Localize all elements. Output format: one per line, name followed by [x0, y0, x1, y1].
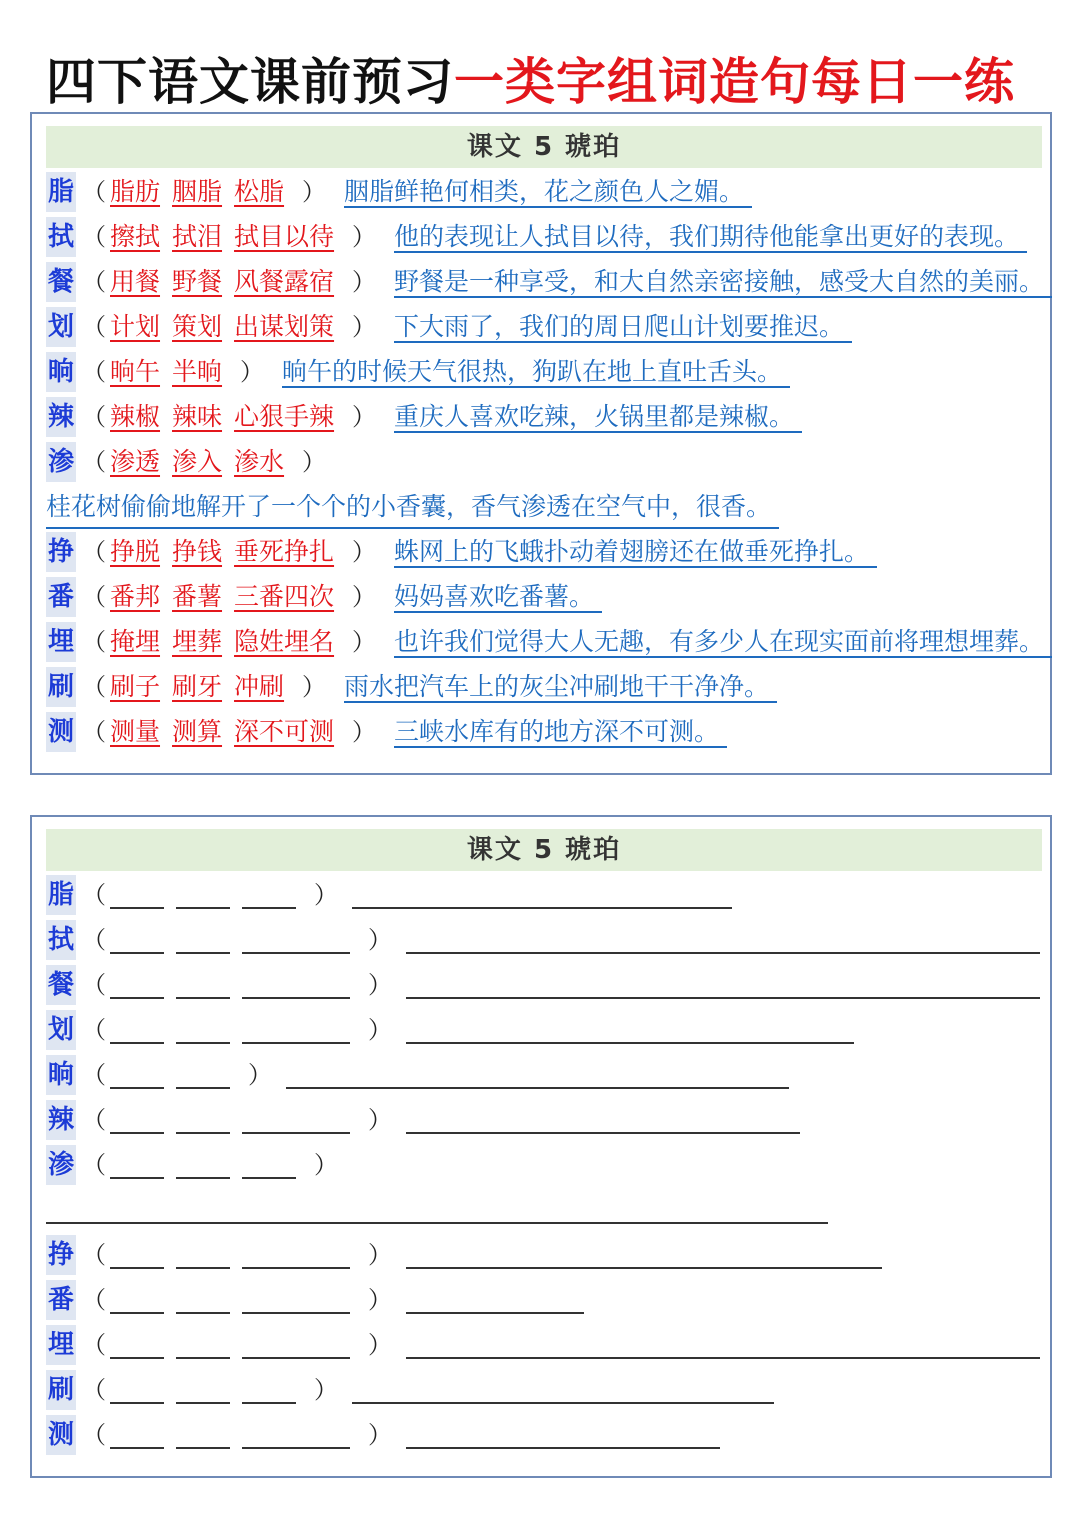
target-character: 埋: [46, 1325, 76, 1365]
example-sentence: 下大雨了，我们的周日爬山计划要推迟。: [394, 312, 852, 343]
word-blank[interactable]: [242, 1108, 350, 1134]
paren-close: ）: [368, 926, 392, 954]
target-character: 晌: [46, 1055, 76, 1095]
example-sentence: 雨水把汽车上的灰尘冲刷地干干净净。: [344, 672, 777, 703]
word-example: 渗透: [110, 447, 161, 476]
word-blank[interactable]: [110, 1153, 164, 1179]
word-blank[interactable]: [176, 973, 230, 999]
sentence-blank[interactable]: [406, 1312, 584, 1314]
paren-open: （: [82, 1241, 106, 1269]
word-blank[interactable]: [176, 1108, 230, 1134]
target-character: 番: [46, 1280, 76, 1320]
word-example: 番薯: [172, 582, 223, 611]
answer-row: [46, 397, 1046, 437]
word-example: 拭目以待: [234, 222, 335, 251]
word-example: 心狠手辣: [234, 402, 335, 431]
word-example: 拭泪: [172, 222, 223, 251]
word-example: 半晌: [172, 357, 223, 386]
paren-close: ）: [368, 1331, 392, 1359]
paren-open: （: [82, 628, 106, 656]
target-character: 划: [46, 1010, 76, 1050]
sentence-blank[interactable]: [352, 1402, 774, 1404]
word-blank[interactable]: [176, 1018, 230, 1044]
sentence-blank[interactable]: [406, 997, 1040, 999]
word-example: 胭脂: [172, 177, 223, 206]
target-character: 埋: [46, 622, 76, 662]
practice-row: [46, 965, 1046, 1005]
target-character: 渗: [46, 442, 76, 482]
sentence-blank[interactable]: [352, 907, 732, 909]
paren-open: （: [82, 1151, 106, 1179]
word-example: 番邦: [110, 582, 161, 611]
sentence-blank[interactable]: [406, 1267, 882, 1269]
word-blank[interactable]: [176, 883, 230, 909]
paren-close: ）: [302, 448, 327, 476]
target-character: 刷: [46, 1370, 76, 1410]
paren-close: ）: [302, 178, 327, 206]
title-part-2: 一类字组词造句每日一练: [454, 52, 1015, 111]
word-blank[interactable]: [110, 883, 164, 909]
word-blank[interactable]: [242, 1243, 350, 1269]
lesson-heading: 课文 5 琥珀: [46, 126, 1042, 168]
word-example: 刷牙: [172, 672, 223, 701]
practice-row: [46, 920, 1046, 960]
word-blank[interactable]: [110, 1063, 164, 1089]
word-blank[interactable]: [176, 1423, 230, 1449]
word-example: 策划: [172, 312, 223, 341]
practice-row: [46, 1370, 1046, 1410]
word-blank[interactable]: [110, 1108, 164, 1134]
sentence-blank[interactable]: [406, 1042, 854, 1044]
word-blank[interactable]: [176, 1378, 230, 1404]
example-sentence: 野餐是一种享受，和大自然亲密接触，感受大自然的美丽。: [394, 267, 1052, 298]
word-blank[interactable]: [242, 1378, 296, 1404]
word-example: 刷子: [110, 672, 161, 701]
paren-open: （: [82, 313, 106, 341]
paren-open: （: [82, 1061, 106, 1089]
paren-open: （: [82, 223, 106, 251]
word-example: 晌午: [110, 357, 161, 386]
example-sentence: 桂花树偷偷地解开了一个个的小香囊，香气渗透在空气中，很香。: [46, 487, 779, 529]
example-sentence: 三峡水库有的地方深不可测。: [394, 717, 727, 748]
paren-open: （: [82, 178, 106, 206]
word-blank[interactable]: [110, 1243, 164, 1269]
target-character: 划: [46, 307, 76, 347]
paren-close: ）: [302, 673, 327, 701]
target-character: 晌: [46, 352, 76, 392]
paren-close: ）: [368, 1016, 392, 1044]
paren-open: （: [82, 538, 106, 566]
target-character: 刷: [46, 667, 76, 707]
paren-close: ）: [314, 1151, 338, 1179]
paren-open: （: [82, 1016, 106, 1044]
word-blank[interactable]: [110, 928, 164, 954]
sentence-blank[interactable]: [286, 1087, 789, 1089]
target-character: 脂: [46, 875, 76, 915]
example-sentence: 妈妈喜欢吃番薯。: [394, 582, 602, 613]
target-character: 餐: [46, 965, 76, 1005]
paren-open: （: [82, 718, 106, 746]
word-example: 挣钱: [172, 537, 223, 566]
word-example: 渗入: [172, 447, 223, 476]
answer-row: [46, 172, 1046, 212]
word-example: 计划: [110, 312, 161, 341]
answer-panel: [30, 112, 1052, 775]
word-example: 测算: [172, 717, 223, 746]
word-blank[interactable]: [176, 1063, 230, 1089]
word-blank[interactable]: [242, 1018, 350, 1044]
word-blank[interactable]: [176, 928, 230, 954]
target-character: 挣: [46, 1235, 76, 1275]
word-example: 掩埋: [110, 627, 161, 656]
word-example: 出谋划策: [234, 312, 335, 341]
practice-row: [46, 1055, 1046, 1095]
target-character: 辣: [46, 1100, 76, 1140]
paren-close: ）: [352, 583, 377, 611]
answer-row: [46, 217, 1046, 257]
word-example: 测量: [110, 717, 161, 746]
sentence-blank[interactable]: [406, 952, 1040, 954]
paren-open: （: [82, 1106, 106, 1134]
paren-close: ）: [352, 313, 377, 341]
sentence-blank[interactable]: [406, 1447, 720, 1449]
word-example: 三番四次: [234, 582, 335, 611]
example-sentence: 重庆人喜欢吃辣，火锅里都是辣椒。: [394, 402, 802, 433]
paren-close: ）: [352, 268, 377, 296]
word-example: 挣脱: [110, 537, 161, 566]
paren-close: ）: [240, 358, 265, 386]
paren-close: ）: [368, 1421, 392, 1449]
target-character: 餐: [46, 262, 76, 302]
paren-close: ）: [352, 403, 377, 431]
target-character: 脂: [46, 172, 76, 212]
target-character: 辣: [46, 397, 76, 437]
paren-open: （: [82, 881, 106, 909]
word-blank[interactable]: [242, 1333, 350, 1359]
target-character: 拭: [46, 217, 76, 257]
sentence-blank[interactable]: [406, 1357, 1040, 1359]
word-example: 擦拭: [110, 222, 161, 251]
word-example: 隐姓埋名: [234, 627, 335, 656]
word-example: 渗水: [234, 447, 285, 476]
answer-row: [46, 577, 1046, 617]
target-character: 测: [46, 712, 76, 752]
practice-row: [46, 1415, 1046, 1455]
paren-close: ）: [368, 1286, 392, 1314]
word-blank[interactable]: [110, 1333, 164, 1359]
answer-row: [46, 352, 1046, 392]
word-blank[interactable]: [110, 1018, 164, 1044]
paren-open: （: [82, 926, 106, 954]
practice-row: [46, 1010, 1046, 1050]
paren-open: （: [82, 1421, 106, 1449]
practice-row: [46, 1100, 1046, 1140]
practice-row: [46, 1145, 1046, 1185]
target-character: 渗: [46, 1145, 76, 1185]
paren-close: ）: [368, 1106, 392, 1134]
example-sentence: 蛛网上的飞蛾扑动着翅膀还在做垂死挣扎。: [394, 537, 877, 568]
word-example: 用餐: [110, 267, 161, 296]
example-sentence: 胭脂鲜艳何相类，花之颜色人之媚。: [344, 177, 752, 208]
paren-close: ）: [352, 223, 377, 251]
answer-row: [46, 532, 1046, 572]
practice-row: [46, 875, 1046, 915]
page-title: [46, 50, 1015, 114]
word-blank[interactable]: [110, 973, 164, 999]
example-sentence: 也许我们觉得大人无趣，有多少人在现实面前将理想埋葬。: [394, 627, 1052, 658]
word-blank[interactable]: [242, 1288, 350, 1314]
answer-row: [46, 712, 1046, 752]
target-character: 拭: [46, 920, 76, 960]
word-example: 脂肪: [110, 177, 161, 206]
example-sentence: 晌午的时候天气很热，狗趴在地上直吐舌头。: [282, 357, 790, 388]
target-character: 番: [46, 577, 76, 617]
word-example: 野餐: [172, 267, 223, 296]
word-example: 埋葬: [172, 627, 223, 656]
word-example: 松脂: [234, 177, 285, 206]
practice-row: [46, 1280, 1046, 1320]
paren-open: （: [82, 1286, 106, 1314]
sentence-blank[interactable]: [406, 1132, 800, 1134]
answer-row: [46, 307, 1046, 347]
word-example: 辣椒: [110, 402, 161, 431]
target-character: 挣: [46, 532, 76, 572]
paren-close: ）: [352, 628, 377, 656]
word-blank[interactable]: [242, 928, 350, 954]
title-part-1: 四下语文课前预习: [46, 52, 454, 111]
paren-close: ）: [368, 1241, 392, 1269]
answer-row: [46, 442, 1046, 482]
sentence-blank[interactable]: [46, 1222, 828, 1224]
word-blank[interactable]: [176, 1243, 230, 1269]
word-blank[interactable]: [242, 883, 296, 909]
paren-close: ）: [248, 1061, 272, 1089]
paren-open: （: [82, 1376, 106, 1404]
word-example: 垂死挣扎: [234, 537, 335, 566]
paren-close: ）: [314, 881, 338, 909]
word-blank[interactable]: [110, 1423, 164, 1449]
paren-open: （: [82, 673, 106, 701]
example-sentence: 他的表现让人拭目以待，我们期待他能拿出更好的表现。: [394, 222, 1027, 253]
paren-open: （: [82, 268, 106, 296]
paren-close: ）: [352, 718, 377, 746]
lesson-heading: 课文 5 琥珀: [46, 829, 1042, 871]
paren-open: （: [82, 1331, 106, 1359]
word-example: 深不可测: [234, 717, 335, 746]
practice-panel: [30, 815, 1052, 1478]
word-blank[interactable]: [110, 1288, 164, 1314]
word-example: 冲刷: [234, 672, 285, 701]
paren-open: （: [82, 403, 106, 431]
answer-row: [46, 262, 1046, 302]
word-blank[interactable]: [176, 1288, 230, 1314]
answer-row: [46, 622, 1046, 662]
target-character: 测: [46, 1415, 76, 1455]
word-blank[interactable]: [242, 1423, 350, 1449]
word-blank[interactable]: [242, 1153, 296, 1179]
word-blank[interactable]: [176, 1153, 230, 1179]
paren-open: （: [82, 971, 106, 999]
paren-close: ）: [352, 538, 377, 566]
paren-open: （: [82, 583, 106, 611]
word-blank[interactable]: [110, 1378, 164, 1404]
word-blank[interactable]: [242, 973, 350, 999]
practice-row: [46, 1325, 1046, 1365]
answer-row: [46, 667, 1046, 707]
word-example: 风餐露宿: [234, 267, 335, 296]
practice-row: [46, 1235, 1046, 1275]
word-example: 辣味: [172, 402, 223, 431]
paren-open: （: [82, 448, 106, 476]
paren-close: ）: [314, 1376, 338, 1404]
paren-close: ）: [368, 971, 392, 999]
paren-open: （: [82, 358, 106, 386]
word-blank[interactable]: [176, 1333, 230, 1359]
